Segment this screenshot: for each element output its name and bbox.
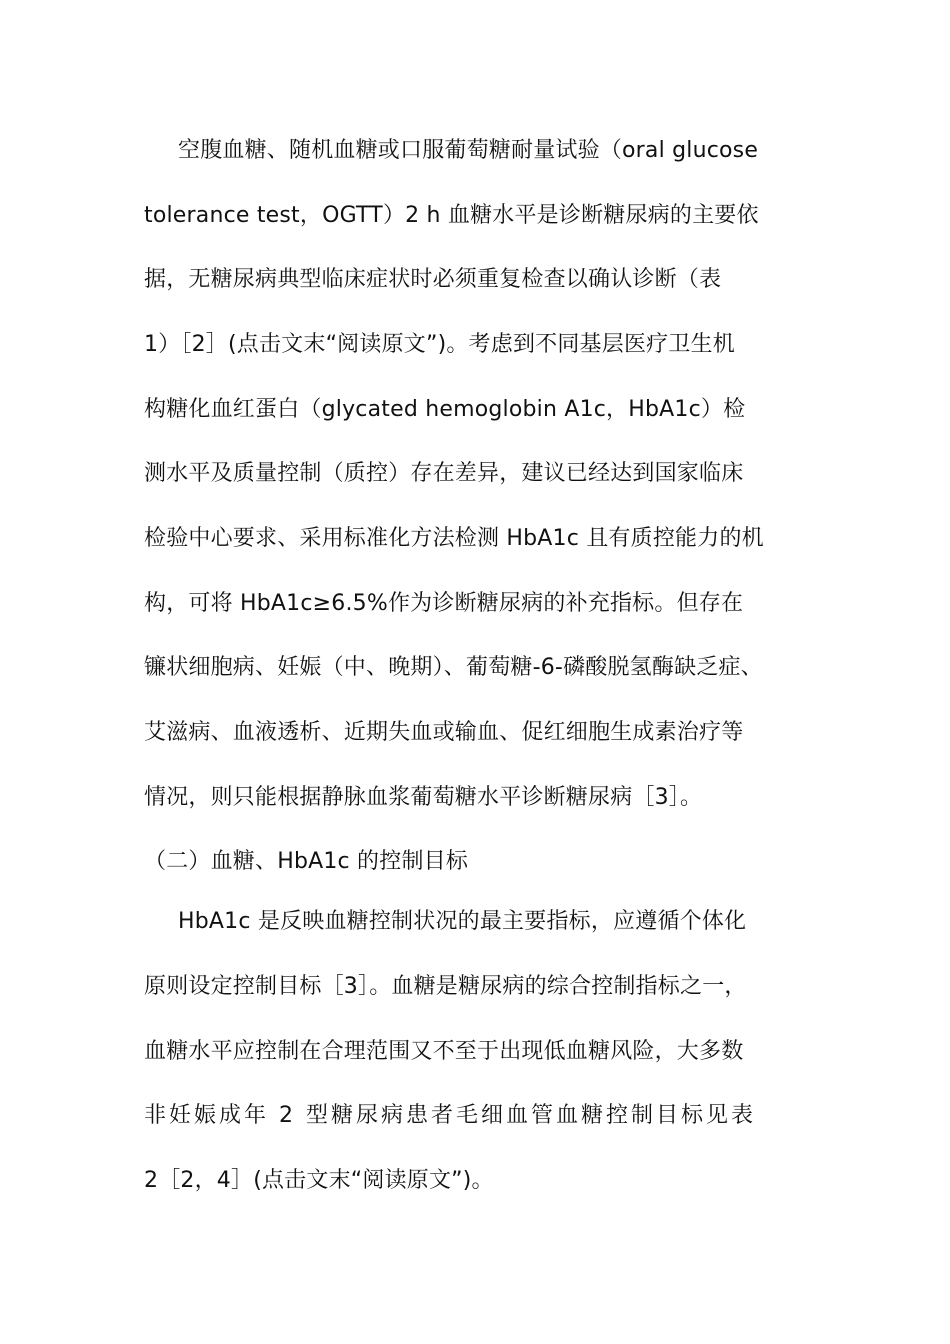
- paragraph-1-line-4: 1）［2］(点击文末“阅读原文”)。考虑到不同基层医疗卫生机: [144, 332, 735, 357]
- paragraph-1-line-10: 艾滋病、血液透析、近期失血或输血、促红细胞生成素治疗等: [144, 720, 744, 745]
- paragraph-2-line-4: 非妊娠成年 2 型糖尿病患者毛细血管血糖控制目标见表: [144, 1103, 756, 1128]
- paragraph-1-line-8: 构，可将 HbA1c≥6.5%作为诊断糖尿病的补充指标。但存在: [144, 591, 744, 616]
- paragraph-1-line-5: 构糖化血红蛋白（glycated hemoglobin A1c，HbA1c）检: [144, 397, 746, 422]
- paragraph-2-line-3: 血糖水平应控制在合理范围又不至于出现低血糖风险，大多数: [144, 1039, 744, 1064]
- paragraph-1-line-11: 情况，则只能根据静脉血浆葡萄糖水平诊断糖尿病［3］。: [144, 785, 703, 810]
- paragraph-2-line-2: 原则设定控制目标［3］。血糖是糖尿病的综合控制指标之一，: [144, 974, 747, 999]
- paragraph-1-line-2: tolerance test，OGTT）2 h 血糖水平是诊断糖尿病的主要依: [144, 203, 759, 228]
- paragraph-2-line-5: 2［2，4］(点击文末“阅读原文”)。: [144, 1168, 494, 1193]
- section-heading: （二）血糖、HbA1c 的控制目标: [144, 849, 469, 874]
- paragraph-2-line-1: HbA1c 是反映血糖控制状况的最主要指标，应遵循个体化: [178, 909, 747, 934]
- paragraph-1-line-3: 据，无糖尿病典型临床症状时必须重复检查以确认诊断（表: [144, 267, 722, 292]
- paragraph-1-line-9: 镰状细胞病、妊娠（中、晚期）、葡萄糖-6-磷酸脱氢酶缺乏症、: [144, 655, 763, 680]
- paragraph-1-line-6: 测水平及质量控制（质控）存在差异，建议已经达到国家临床: [144, 461, 744, 486]
- paragraph-1-line-1: 空腹血糖、随机血糖或口服葡萄糖耐量试验（oral glucose: [178, 138, 759, 163]
- paragraph-1-line-7: 检验中心要求、采用标准化方法检测 HbA1c 且有质控能力的机: [144, 526, 764, 551]
